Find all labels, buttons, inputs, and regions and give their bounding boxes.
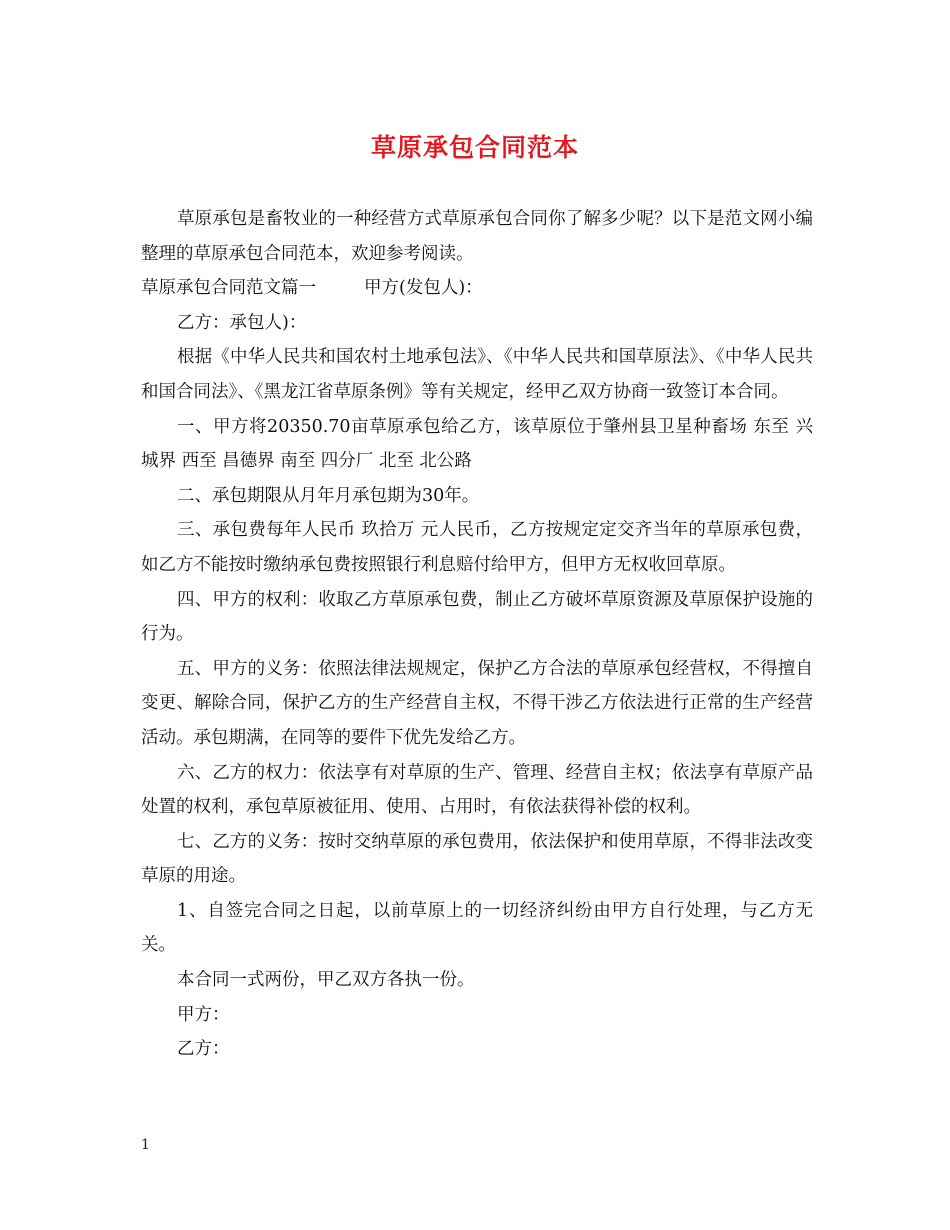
clause-5: 五、甲方的义务：依照法律法规规定，保护乙方合法的草原承包经营权，不得擅自变更、解除合同，保护乙方的生产经营自主权，不得干涉乙方依法进行正常的生产经营活动。承包期满，在同等的要件下优先发给乙方。 xyxy=(141,658,813,748)
page-number: 1 xyxy=(141,1137,150,1153)
party-a-issuer: 甲方(发包人)： xyxy=(364,278,483,299)
clause-6: 六、乙方的权力：依法享有对草原的生产、管理、经营自主权；依法享有草原产品处置的权利，承包草原被征用、使用、占用时，有依法获得补偿的权利。 xyxy=(141,762,813,818)
document-title: 草原承包合同范本 xyxy=(370,133,579,162)
section-heading: 草原承包合同范文篇一 xyxy=(141,278,316,299)
intro-paragraph: 草原承包是畜牧业的一种经营方式草原承包合同你了解多少呢？以下是范文网小编整理的草原承包合同范本，欢迎参考阅读。 xyxy=(141,209,813,264)
clause-7: 七、乙方的义务：按时交纳草原的承包费用，依法保护和使用草原，不得非法改变草原的用途。 xyxy=(141,831,813,887)
signature-party-b: 乙方： xyxy=(177,1039,230,1060)
clause-8: 1、自签完合同之日起，以前草原上的一切经济纠纷由甲方自行处理，与乙方无关。 xyxy=(141,900,813,956)
signature-party-a: 甲方： xyxy=(177,1004,230,1025)
basis-paragraph: 根据《中华人民共和国农村土地承包法》、《中华人民共和国草原法》、《中华人民共和国合同法》、《黑龙江省草原条例》等有关规定，经甲乙双方协商一致签订本合同。 xyxy=(141,347,813,402)
document-body xyxy=(141,202,813,1067)
clause-3: 三、承包费每年人民币 玖拾万 元人民币，乙方按规定定交齐当年的草原承包费，如乙方不能按时缴纳承包费按照银行利息赔付给甲方，但甲方无权收回草原。 xyxy=(141,520,813,575)
clause-4: 四、甲方的权利：收取乙方草原承包费，制止乙方破坏草原资源及草原保护设施的行为。 xyxy=(141,589,813,645)
party-b-contractor: 乙方：承包人)： xyxy=(177,312,307,333)
clause-1: 一、甲方将20350.70亩草原承包给乙方，该草原位于肇州县卫星种畜场 东至 兴城界 西至 昌德界 南至 四分厂 北至 北公路 xyxy=(141,416,813,472)
section-heading-line xyxy=(141,271,813,306)
clause-2: 二、承包期限从月年月承包期为30年。 xyxy=(177,485,480,506)
copies-statement: 本合同一式两份，甲乙双方各执一份。 xyxy=(177,970,475,991)
